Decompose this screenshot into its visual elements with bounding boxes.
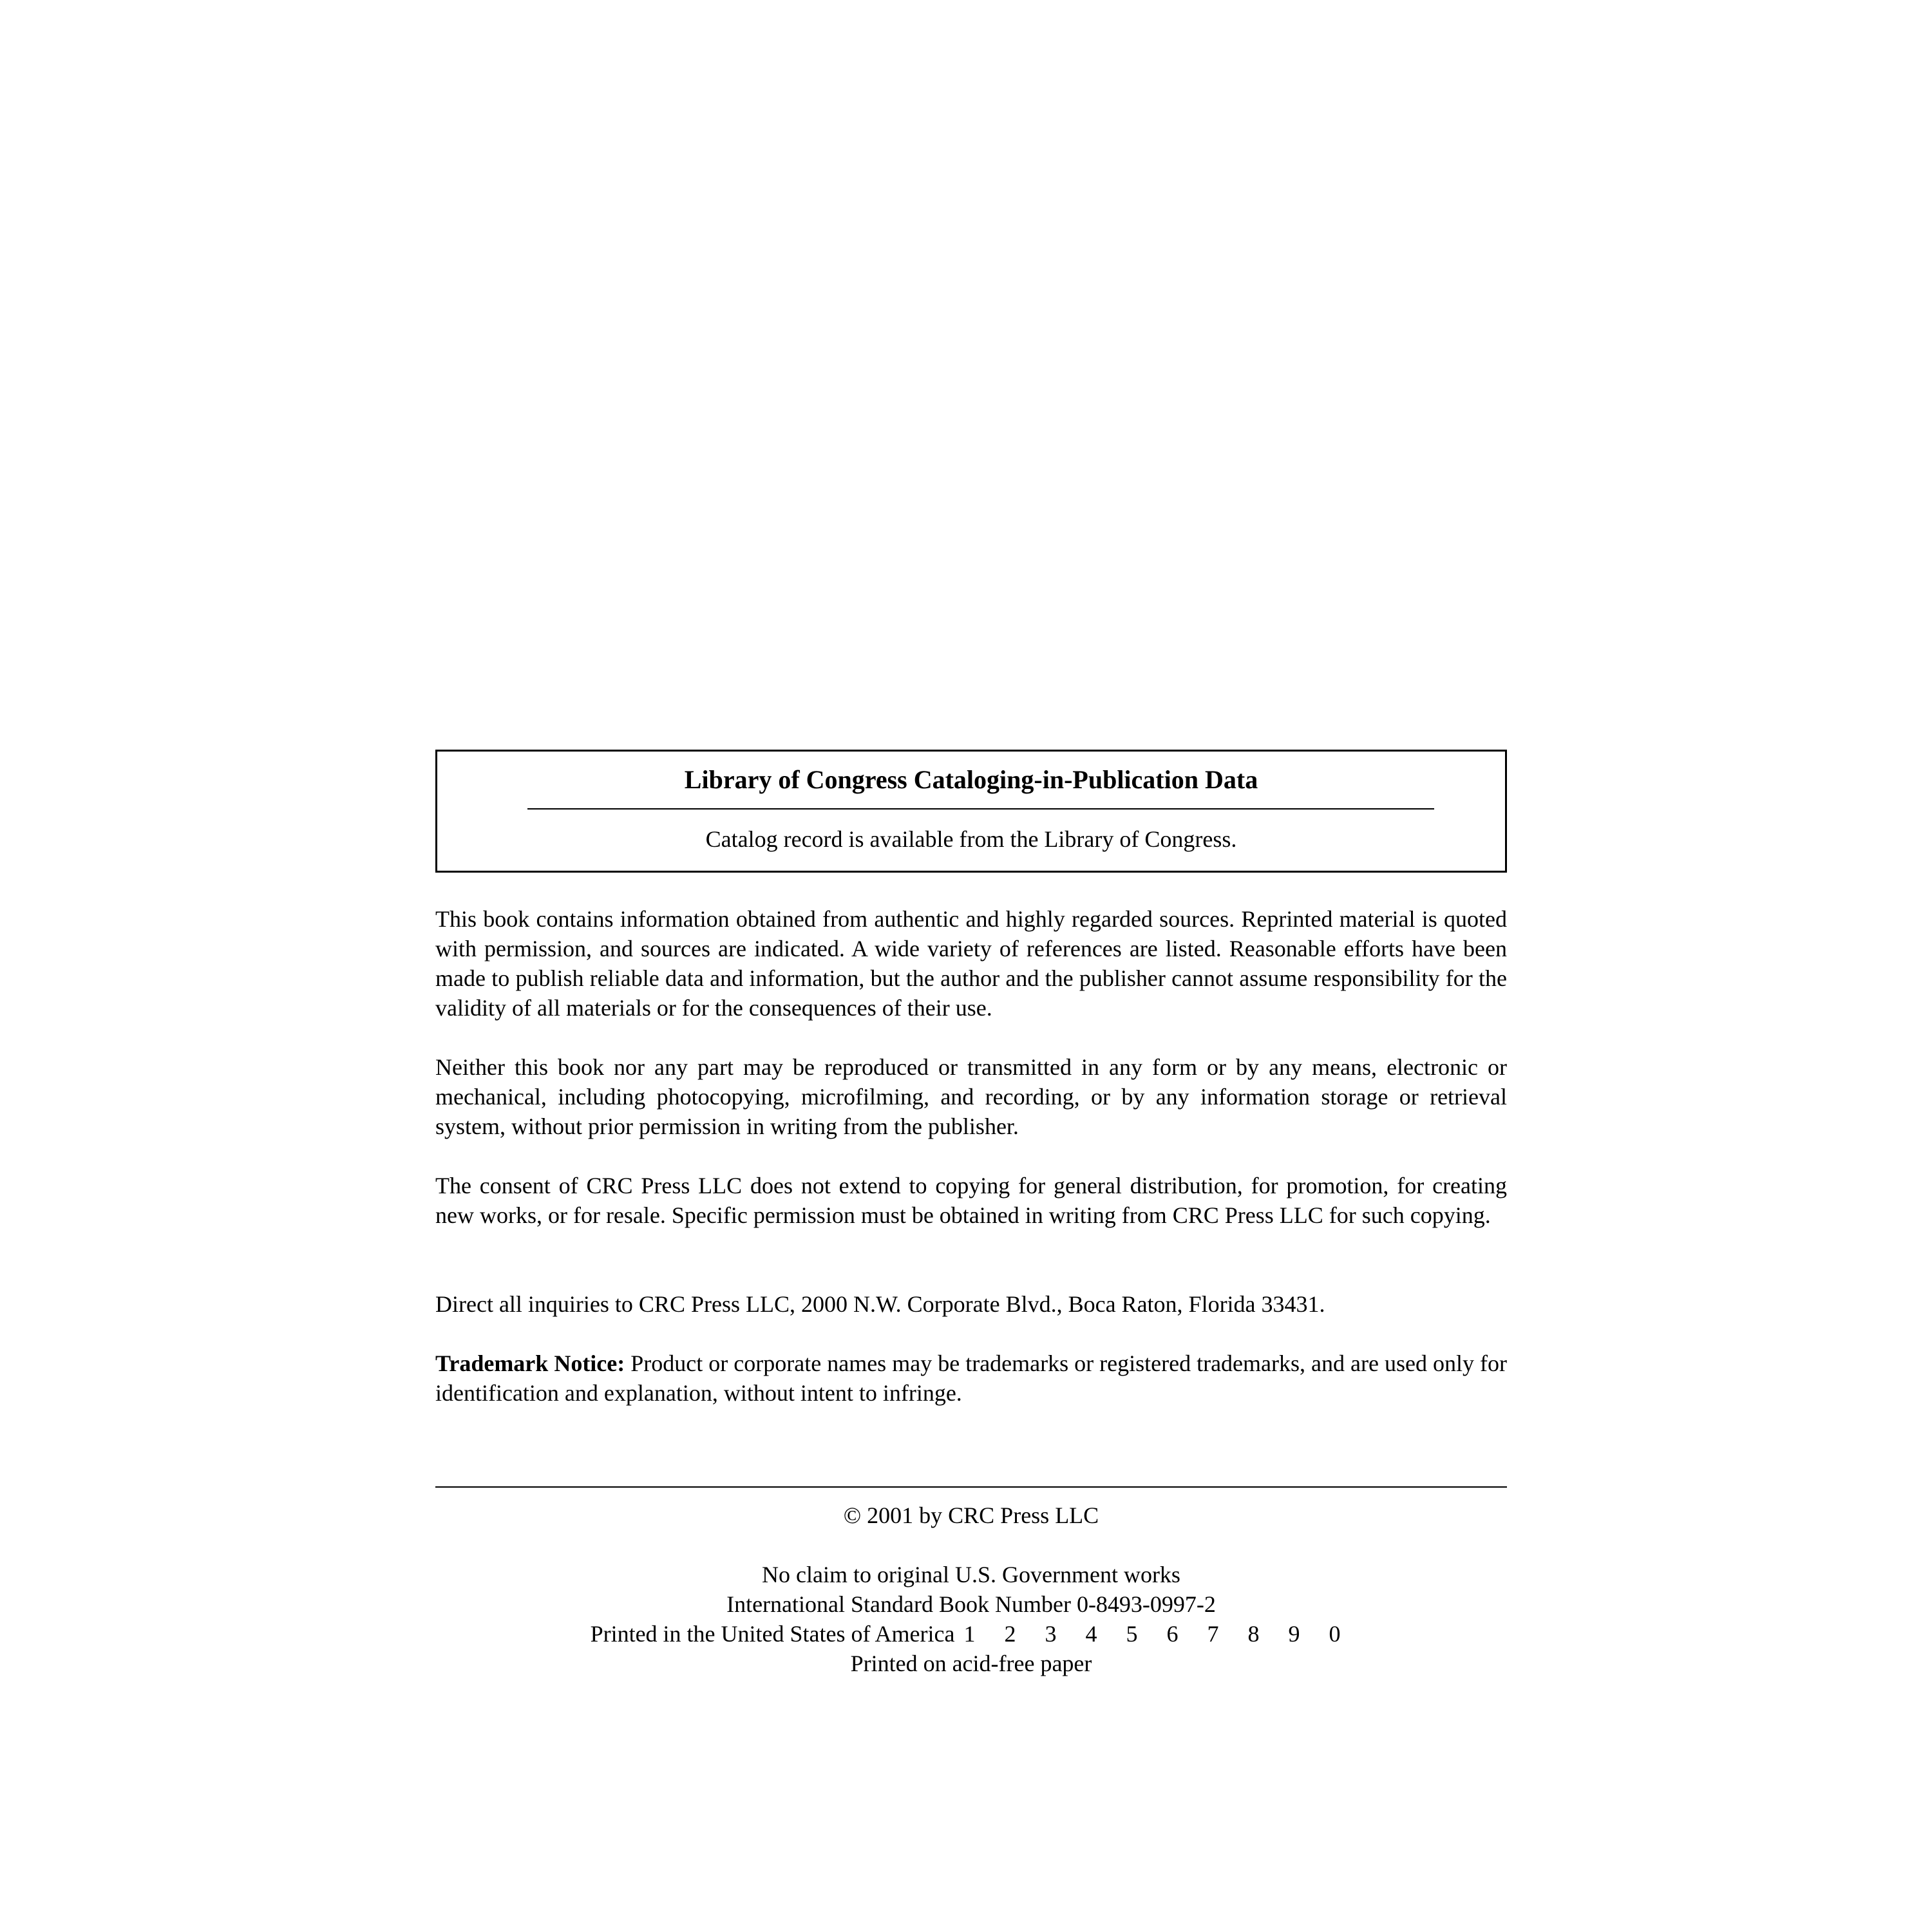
trademark-notice-text: Product or corporate names may be trademarks or registered trademarks, and are used only for identification and explanation, without intent to infringe. [435, 1350, 1507, 1406]
sources-disclaimer-paragraph: This book contains information obtained from authentic and highly regarded sources. Reprinted material is quoted with permission, and sources are indicated. A wide variety of references are listed. Reasonable efforts have been made to publish reliable data and information, but the author and the publisher cannot assume responsibility for the validity of all materials or for the consequences of their use. [435, 906, 1507, 1021]
isbn-line: International Standard Book Number 0-8493-0997-2 [726, 1591, 1216, 1617]
reproduction-notice-paragraph: Neither this book nor any part may be reproduced or transmitted in any form or by any means, electronic or mechanical, including photocopying, microfilming, and recording, or by any information storage or retrieval system, without prior permission in writing from the publisher. [435, 1054, 1507, 1139]
trademark-notice-label: Trademark Notice: [435, 1350, 625, 1376]
printed-in-text: Printed in the United States of America [590, 1621, 955, 1647]
trademark-notice-paragraph [435, 1349, 1507, 1408]
acid-free-line: Printed on acid-free paper [850, 1651, 1092, 1676]
no-claim-line: No claim to original U.S. Government works [762, 1562, 1180, 1587]
copyright-line: © 2001 by CRC Press LLC [843, 1502, 1099, 1528]
copyright-page-content [435, 750, 1507, 1676]
cip-divider [527, 808, 1434, 810]
footer-divider [435, 1486, 1507, 1488]
printed-in-line [435, 1619, 1507, 1649]
consent-notice-paragraph: The consent of CRC Press LLC does not extend to copying for general distribution, for promotion, for creating new works, or for resale. Specific permission must be obtained in writing from CRC Press LLC for such copying. [435, 1173, 1507, 1228]
inquiries-paragraph: Direct all inquiries to CRC Press LLC, 2000 N.W. Corporate Blvd., Boca Raton, Florida 33431. [435, 1291, 1325, 1317]
cip-text: Catalog record is available from the Library of Congress. [705, 826, 1237, 852]
cip-title: Library of Congress Cataloging-in-Publication Data [684, 765, 1258, 794]
print-line-numbers: 1 2 3 4 5 6 7 8 9 0 [963, 1621, 1352, 1647]
cip-data-box [435, 750, 1507, 873]
